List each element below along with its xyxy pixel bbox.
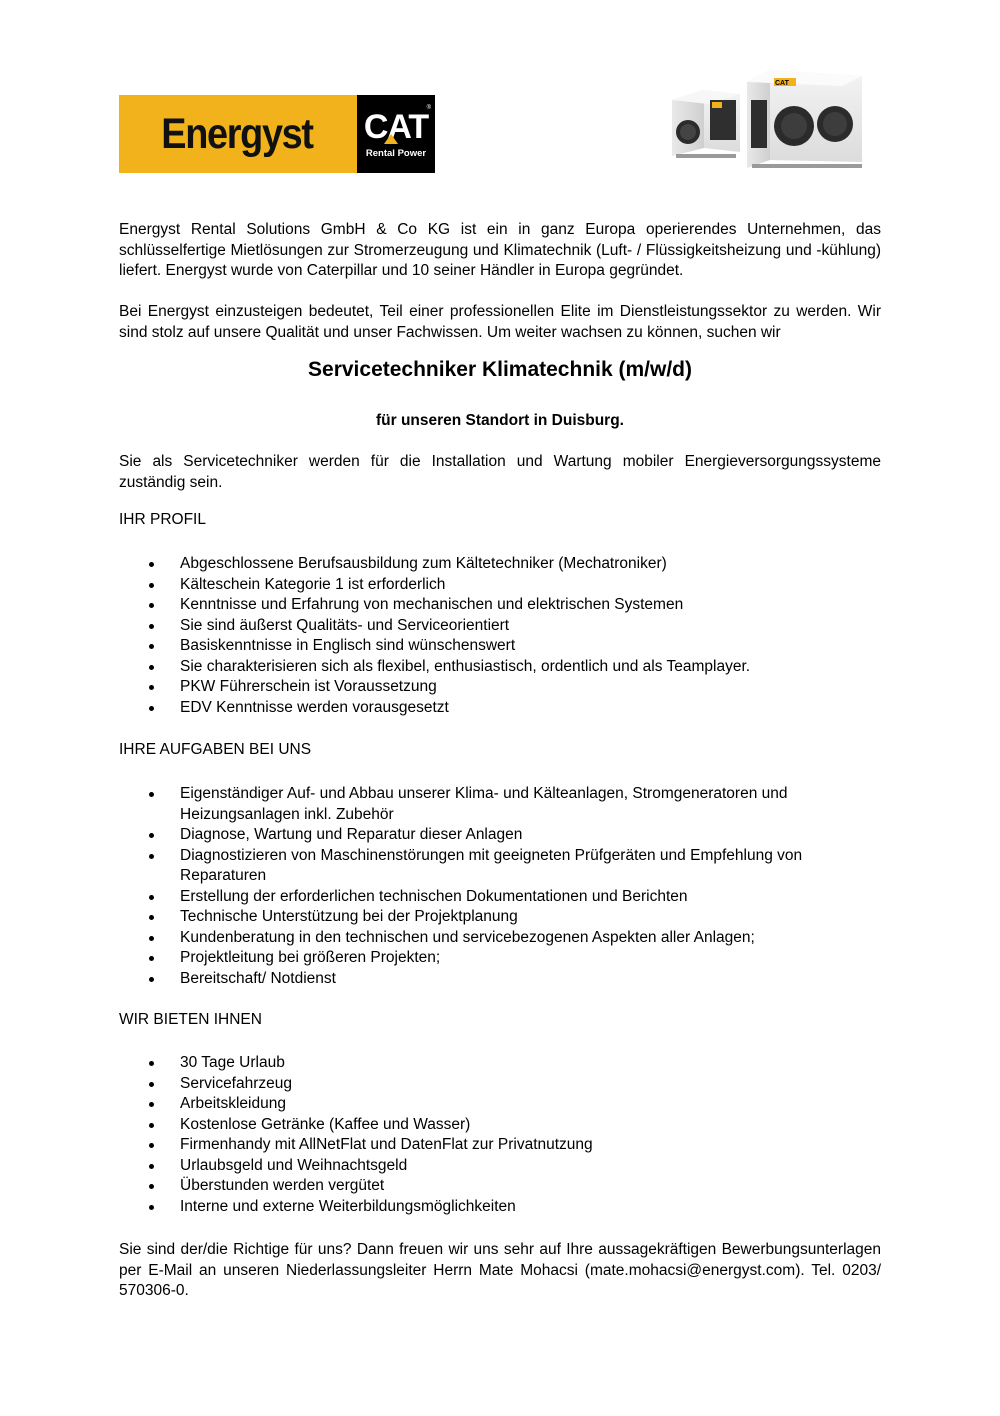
bullet-icon [149, 685, 154, 690]
list-item: Diagnose, Wartung und Reparatur dieser Anlagen [119, 825, 859, 846]
list-item: Projektleitung bei größeren Projekten; [119, 948, 859, 969]
bullet-icon [149, 562, 154, 567]
cat-logo-mark: CAT [363, 107, 429, 146]
bullet-icon [149, 854, 154, 859]
list-item: Eigenständiger Auf- und Abbau unserer Klima- und Kälteanlagen, Stromgeneratoren und Heizungsanlagen inkl. Zubehör [119, 784, 859, 825]
energyst-logo-text: Energyst [161, 109, 313, 158]
profile-heading: IHR PROFIL [119, 511, 206, 528]
bullet-icon [149, 644, 154, 649]
list-item: Kostenlose Getränke (Kaffee und Wasser) [119, 1115, 859, 1136]
list-item: Firmenhandy mit AllNetFlat und DatenFlat zur Privatnutzung [119, 1135, 859, 1156]
profile-list [119, 554, 859, 718]
bullet-icon [149, 915, 154, 920]
intro-paragraph-culture: Bei Energyst einzusteigen bedeutet, Teil einer professionellen Elite im Dienstleistungssektor zu werden. Wir sind stolz auf unsere Qualität und unser Fachwissen. Um weiter wachsen zu können, suchen wir [119, 303, 881, 341]
bullet-icon [149, 624, 154, 629]
list-item: Urlaubsgeld und Weihnachtsgeld [119, 1156, 859, 1177]
job-description: Sie als Servicetechniker werden für die Installation und Wartung mobiler Energieversorgungssysteme zuständig sein. [119, 453, 881, 491]
large-climate-unit [747, 70, 862, 168]
registered-mark: ® [426, 105, 431, 111]
offer-list [119, 1053, 859, 1217]
bullet-icon [149, 1184, 154, 1189]
bullet-icon [149, 1164, 154, 1169]
small-climate-unit [672, 90, 740, 158]
tasks-list [119, 784, 859, 989]
list-item: Sie charakterisieren sich als flexibel, enthusiastisch, ordentlich und als Teamplayer. [119, 657, 859, 678]
bullet-icon [149, 1143, 154, 1148]
list-item: Servicefahrzeug [119, 1074, 859, 1095]
intro-paragraph-company: Energyst Rental Solutions GmbH & Co KG ist ein in ganz Europa operierendes Unternehmen, das schlüsselfertige Mietlösungen zur Stromerzeugung und Klimatechnik (Luft- / Flüssigkeitsheizung und -kühlung) liefert. Energyst wurde von Caterpillar und 10 seiner Händler in Europa gegründet. [119, 221, 881, 279]
list-item: Kundenberatung in den technischen und servicebezogenen Aspekten aller Anlagen; [119, 928, 859, 949]
list-item: Erstellung der erforderlichen technischen Dokumentationen und Berichten [119, 887, 859, 908]
bullet-icon [149, 665, 154, 670]
list-item: Abgeschlossene Berufsausbildung zum Kältetechniker (Mechatroniker) [119, 554, 859, 575]
list-item: PKW Führerschein ist Voraussetzung [119, 677, 859, 698]
bullet-icon [149, 792, 154, 797]
list-item: 30 Tage Urlaub [119, 1053, 859, 1074]
bullet-icon [149, 895, 154, 900]
bullet-icon [149, 936, 154, 941]
bullet-icon [149, 706, 154, 711]
bullet-icon [149, 1205, 154, 1210]
list-item: Arbeitskleidung [119, 1094, 859, 1115]
climate-units-product-image [652, 60, 880, 174]
list-item: Bereitschaft/ Notdienst [119, 969, 859, 990]
job-title: Servicetechniker Klimatechnik (m/w/d) [308, 358, 692, 381]
bullet-icon [149, 1123, 154, 1128]
list-item: EDV Kenntnisse werden vorausgesetzt [119, 698, 859, 719]
cat-rental-power-label: Rental Power [365, 147, 427, 159]
list-item: Kenntnisse und Erfahrung von mechanischen und elektrischen Systemen [119, 595, 859, 616]
cat-triangle-icon [384, 134, 398, 144]
bullet-icon [149, 1102, 154, 1107]
list-item: Interne und externe Weiterbildungsmöglichkeiten [119, 1197, 859, 1218]
list-item: Basiskenntnisse in Englisch sind wünschenswert [119, 636, 859, 657]
offer-heading: WIR BIETEN IHNEN [119, 1011, 262, 1028]
product-brand-label: CAT [775, 80, 789, 87]
list-item: Technische Unterstützung bei der Projektplanung [119, 907, 859, 928]
list-item: Sie sind äußerst Qualitäts- und Serviceorientiert [119, 616, 859, 637]
list-item: Diagnostizieren von Maschinenstörungen mit geeigneten Prüfgeräten und Empfehlung von Reparaturen [119, 846, 859, 887]
energyst-cat-logo [119, 95, 435, 173]
bullet-icon [149, 1082, 154, 1087]
bullet-icon [149, 1061, 154, 1066]
bullet-icon [149, 977, 154, 982]
cat-rental-power-badge [357, 95, 435, 173]
bullet-icon [149, 583, 154, 588]
bullet-icon [149, 833, 154, 838]
list-item: Kälteschein Kategorie 1 ist erforderlich [119, 575, 859, 596]
closing-paragraph: Sie sind der/die Richtige für uns? Dann freuen wir uns sehr auf Ihre aussagekräftigen Bewerbungsunterlagen per E-Mail an unseren Niederlassungsleiter Herrn Mate Mohacsi (mate.mohacsi@energyst.com). Tel. 0203/ 570306-0. [119, 1241, 881, 1299]
list-item: Überstunden werden vergütet [119, 1176, 859, 1197]
bullet-icon [149, 956, 154, 961]
job-location: für unseren Standort in Duisburg. [375, 412, 624, 429]
bullet-icon [149, 603, 154, 608]
tasks-heading: IHRE AUFGABEN BEI UNS [119, 741, 312, 758]
